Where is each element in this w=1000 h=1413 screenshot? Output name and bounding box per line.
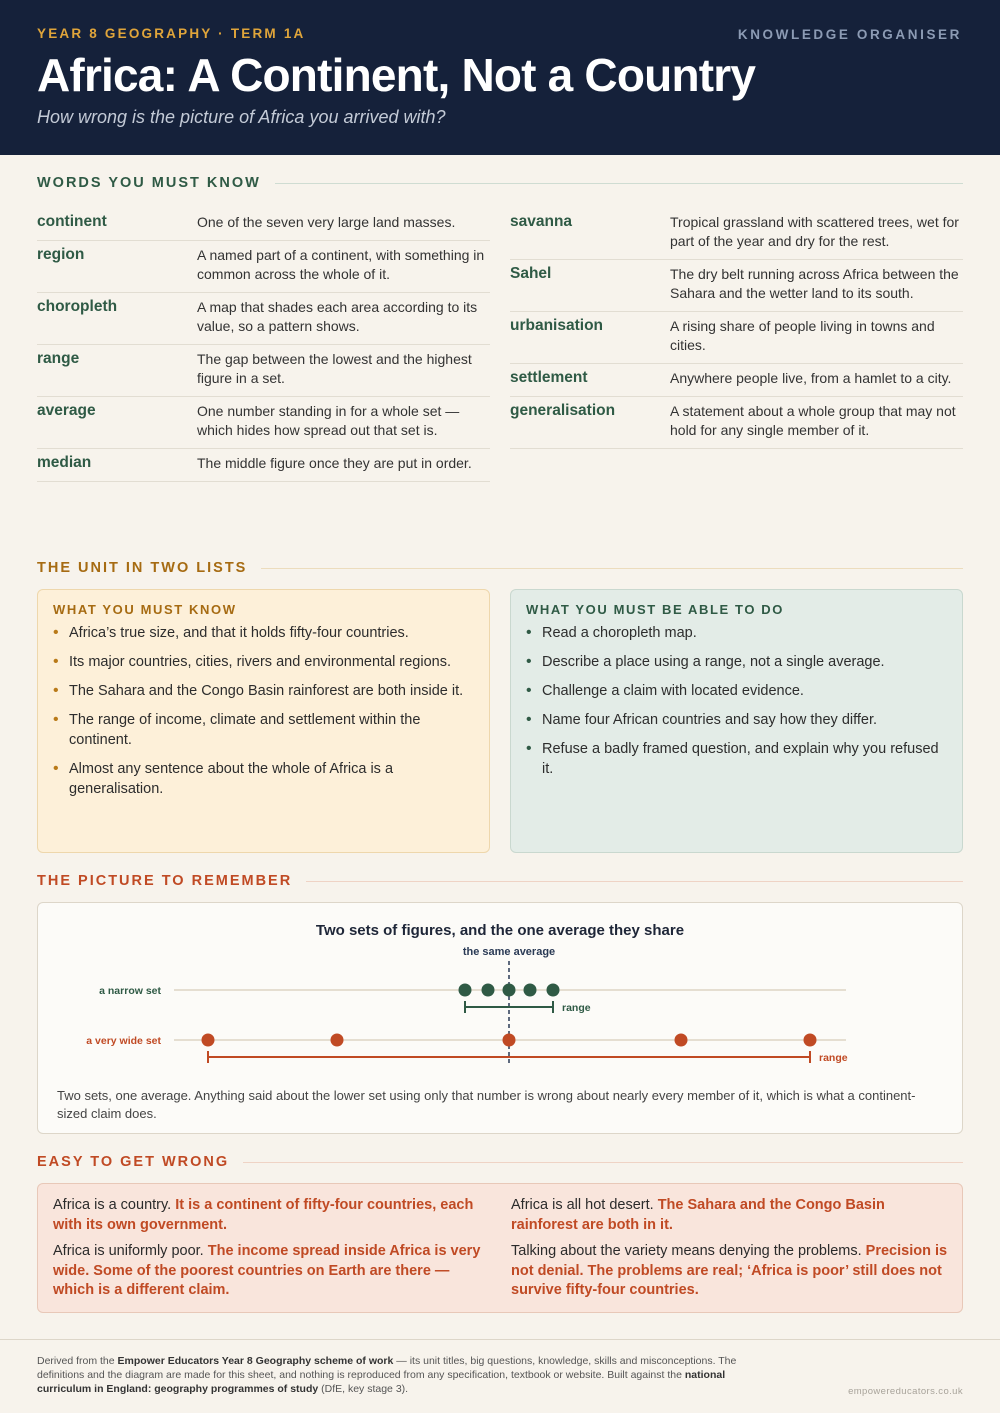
narrow-set-point [547, 984, 560, 997]
narrow-set-point [524, 984, 537, 997]
narrow-set-point [503, 984, 516, 997]
misconception-correction: The income spread inside Africa is very wide. Some of the poorest countries on Earth are there — which is a different claim. [53, 1243, 481, 1298]
wide-set-point [804, 1034, 817, 1047]
list-item: • Almost any sentence about the whole of Africa is a generalisation. [53, 759, 474, 799]
lists-heading [37, 560, 963, 576]
glossary-term: continent [37, 213, 107, 230]
glossary-row [510, 208, 963, 260]
misconception-claim: Talking about the variety means denying the problems. [511, 1243, 862, 1259]
misconception-claim: Africa is uniformly poor. [53, 1243, 204, 1259]
document-type-label: KNOWLEDGE ORGANISER [737, 27, 962, 42]
misconceptions-heading-label: EASY TO GET WRONG [37, 1154, 230, 1170]
glossary-definition: The gap between the lowest and the highest figure in a set. [197, 351, 472, 386]
wide-range-label: range [819, 1052, 848, 1064]
footer-credits [37, 1354, 737, 1396]
able-to-do-heading: WHAT YOU MUST BE ABLE TO DO [526, 602, 784, 617]
must-know-list [53, 623, 474, 799]
glossary-heading [37, 175, 963, 191]
misconception-claim: Africa is a country. [53, 1197, 172, 1213]
glossary-definition: The dry belt running across Africa between the Sahara and the wetter land to its south. [670, 266, 959, 301]
footer-text: — its unit titles, big questions, knowledge, skills and misconceptions. The definitions and the diagram are made for this sheet, and nothing is reproduced from any specification, textbook or website. Built against the [37, 1355, 737, 1381]
glossary-row [37, 345, 490, 397]
misconception-item [53, 1242, 491, 1301]
glossary-term: Sahel [510, 265, 552, 282]
glossary-term: generalisation [510, 402, 616, 419]
narrow-set-label: a narrow set [99, 985, 161, 997]
wide-set-point [202, 1034, 215, 1047]
glossary-heading-label: WORDS YOU MUST KNOW [37, 175, 261, 191]
glossary-row [510, 312, 963, 364]
glossary-definition: A rising share of people living in towns and cities. [670, 318, 935, 353]
lists-rule [261, 568, 963, 569]
misconception-correction: The Sahara and the Congo Basin rainforest are both in it. [511, 1197, 885, 1233]
glossary-definition: One number standing in for a whole set — which hides how spread out that set is. [197, 403, 460, 438]
same-average-label: the same average [462, 946, 556, 958]
footer-curriculum-name: national curriculum in England: geography programmes of study [37, 1369, 726, 1395]
glossary-term: savanna [510, 213, 573, 230]
footer-divider [0, 1339, 1000, 1340]
list-item: • Describe a place using a range, not a single average. [526, 652, 947, 672]
page-subtitle: How wrong is the picture of Africa you arrived with? [37, 107, 446, 127]
list-item: • Its major countries, cities, rivers and environmental regions. [53, 652, 474, 672]
glossary-term: median [37, 454, 92, 471]
glossary-definition: One of the seven very large land masses. [197, 214, 456, 230]
glossary-row [37, 397, 490, 449]
footer-source-name: Empower Educators Year 8 Geography scheme of work [117, 1355, 394, 1367]
glossary-row [510, 260, 963, 312]
glossary-term: region [37, 246, 85, 263]
glossary-row [37, 208, 490, 241]
misconception-item [53, 1196, 491, 1235]
misconception-item [511, 1242, 951, 1301]
glossary-definition: A statement about a whole group that may not hold for any single member of it. [670, 403, 956, 438]
wide-set-point [331, 1034, 344, 1047]
able-to-do-box [510, 589, 963, 853]
list-item: • Africa’s true size, and that it holds fifty-four countries. [53, 623, 474, 643]
glossary-term: choropleth [37, 298, 118, 315]
misconceptions-box [37, 1183, 963, 1313]
narrow-set-point [482, 984, 495, 997]
misconception-item [511, 1196, 951, 1235]
page-header [0, 0, 1000, 155]
glossary-term: settlement [510, 369, 588, 386]
glossary-row [510, 397, 963, 449]
list-item: • Refuse a badly framed question, and explain why you refused it. [526, 739, 947, 779]
misconception-correction: It is a continent of fifty-four countries, each with its own government. [53, 1197, 474, 1233]
glossary-definition: Anywhere people live, from a hamlet to a city. [670, 370, 952, 386]
average-diagram-card [37, 902, 963, 1134]
must-know-box [37, 589, 490, 853]
wide-set-label: a very wide set [86, 1035, 161, 1047]
diagram-caption: Two sets, one average. Anything said about the lower set using only that number is wrong about nearly every member of it, which is what a continent-sized claim does. [57, 1088, 916, 1121]
narrow-set-point [459, 984, 472, 997]
misconception-correction: Precision is not denial. The problems are real; ‘Africa is poor’ still does not survive fifty-four countries. [511, 1243, 948, 1298]
misconceptions-heading [37, 1154, 963, 1170]
glossary-definition: A map that shades each area according to its value, so a pattern shows. [197, 299, 478, 334]
list-item: • The range of income, climate and settlement within the continent. [53, 710, 474, 750]
glossary-row [37, 293, 490, 345]
glossary-column-left [37, 208, 490, 482]
diagram-title: Two sets of figures, and the one average they share [315, 922, 685, 939]
misconception-claim: Africa is all hot desert. [511, 1197, 654, 1213]
glossary-row [37, 449, 490, 482]
glossary-term: average [37, 402, 96, 419]
narrow-range-label: range [562, 1002, 591, 1014]
list-item: • Read a choropleth map. [526, 623, 947, 643]
glossary [37, 208, 963, 482]
glossary-row [37, 241, 490, 293]
glossary-rule [275, 183, 963, 184]
footer-website: empowereducators.co.uk [848, 1386, 963, 1397]
course-kicker: YEAR 8 GEOGRAPHY · TERM 1A [37, 26, 306, 41]
picture-heading [37, 873, 963, 889]
must-know-heading: WHAT YOU MUST KNOW [53, 602, 237, 617]
picture-rule [306, 881, 963, 882]
average-diagram [38, 903, 964, 1083]
glossary-term: urbanisation [510, 317, 604, 334]
glossary-column-right [510, 208, 963, 482]
picture-heading-label: THE PICTURE TO REMEMBER [37, 873, 293, 889]
wide-set-point [675, 1034, 688, 1047]
glossary-definition: The middle figure once they are put in order. [197, 455, 472, 471]
list-item: • Name four African countries and say how they differ. [526, 710, 947, 730]
glossary-definition: Tropical grassland with scattered trees, wet for part of the year and dry for the rest. [670, 214, 959, 249]
wide-set-point [503, 1034, 516, 1047]
lists-heading-label: THE UNIT IN TWO LISTS [37, 560, 248, 576]
page-title: Africa: A Continent, Not a Country [37, 49, 756, 101]
glossary-definition: A named part of a continent, with something in common across the whole of it. [197, 247, 485, 282]
glossary-term: range [37, 350, 80, 367]
footer-text: (DfE, key stage 3). [318, 1383, 409, 1395]
list-item: • The Sahara and the Congo Basin rainforest are both inside it. [53, 681, 474, 701]
able-to-do-list [526, 623, 947, 779]
footer-text: Derived from the [37, 1355, 118, 1367]
list-item: • Challenge a claim with located evidence. [526, 681, 947, 701]
glossary-row [510, 364, 963, 397]
misconceptions-rule [243, 1162, 963, 1163]
